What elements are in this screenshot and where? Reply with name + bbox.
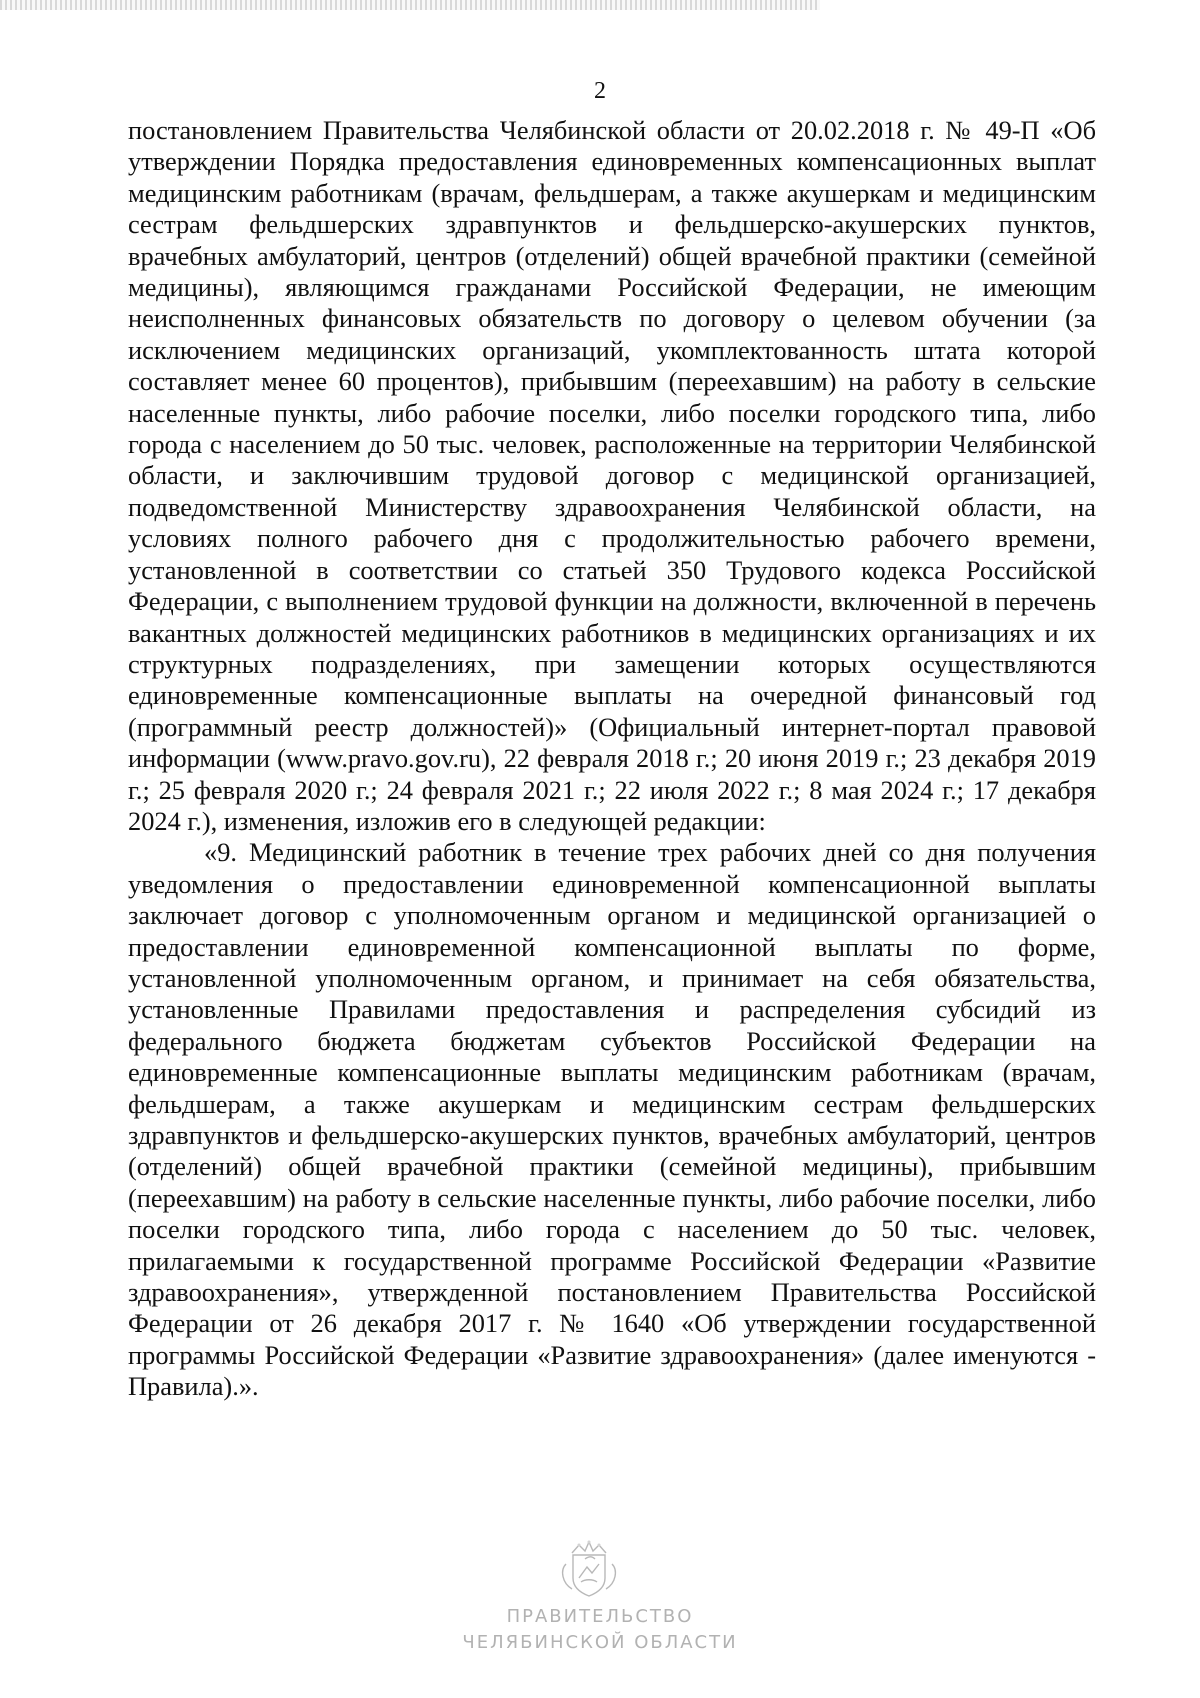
coat-of-arms-icon	[556, 1535, 622, 1599]
page-number: 2	[594, 78, 606, 104]
document-body	[128, 115, 1096, 1403]
paragraph-first: постановлением Правительства Челябинской области от 20.02.2018 г. № 49-П «Об утверждении Порядка предоставления единовременных компенсационных выплат медицинским работникам (врачам, фельдшерам, а также акушеркам и медицинским сестрам фельдшерских здравпунктов и фельдшерско-акушерских пунктов, врачебных амбулаторий, центров (отделений) общей врачебной практики (семейной медицины), являющимся гражданами Российской Федерации, не имеющим неисполненных финансовых обязательств по договору о целевом обучении (за исключением медицинских организаций, укомплектованность штата которой составляет менее 60 процентов), прибывшим (переехавшим) на работу в сельские населенные пункты, либо рабочие поселки, либо поселки городского типа, либо города с населением до 50 тыс. человек, расположенные на территории Челябинской области, и заключившим трудовой договор с медицинской организацией, подведомственной Министерству здравоохранения Челябинской области, на условиях полного рабочего дня с продолжительностью рабочего времени, установленной в соответствии со статьей 350 Трудового кодекса Российской Федерации, с выполнением трудовой функции на должности, включенной в перечень вакантных должностей медицинских работников в медицинских организациях и их структурных подразделениях, при замещении которых осуществляются единовременные компенсационные выплаты на очередной финансовый год (программный реестр должностей)» (Официальный интернет-портал правовой информации (www.pravo.gov.ru), 22 февраля 2018 г.; 20 июня 2019 г.; 23 декабря 2019 г.; 25 февраля 2020 г.; 24 февраля 2021 г.; 22 июля 2022 г.; 8 мая 2024 г.; 17 декабря 2024 г.), изменения, изложив его в следующей редакции:	[128, 115, 1096, 836]
watermark-government: ПРАВИТЕЛЬСТВО	[506, 1606, 694, 1627]
watermark-region: ЧЕЛЯБИНСКОЙ ОБЛАСТИ	[462, 1632, 738, 1653]
scan-edge-noise	[0, 0, 820, 10]
paragraph-second: «9. Медицинский работник в течение трех рабочих дней со дня получения уведомления о предоставлении единовременной компенсационной выплаты заключает договор с уполномоченным органом и медицинской организацией о предоставлении единовременной компенсационной выплаты по форме, установленной уполномоченным органом, и принимает на себя обязательства, установленные Правилами предоставления и распределения субсидий из федерального бюджета бюджетам субъектов Российской Федерации на единовременные компенсационные выплаты медицинским работникам (врачам, фельдшерам, а также акушеркам и медицинским сестрам фельдшерских здравпунктов и фельдшерско-акушерских пунктов, врачебных амбулаторий, центров (отделений) общей врачебной практики (семейной медицины), прибывшим (переехавшим) на работу в сельские населенные пункты, либо рабочие поселки, либо поселки городского типа, либо города с населением до 50 тыс. человек, прилагаемыми к государственной программе Российской Федерации «Развитие здравоохранения», утвержденной постановлением Правительства Российской Федерации от 26 декабря 2017 г. № 1640 «Об утверждении государственной программы Российской Федерации «Развитие здравоохранения» (далее именуются - Правила).».	[128, 837, 1096, 1402]
